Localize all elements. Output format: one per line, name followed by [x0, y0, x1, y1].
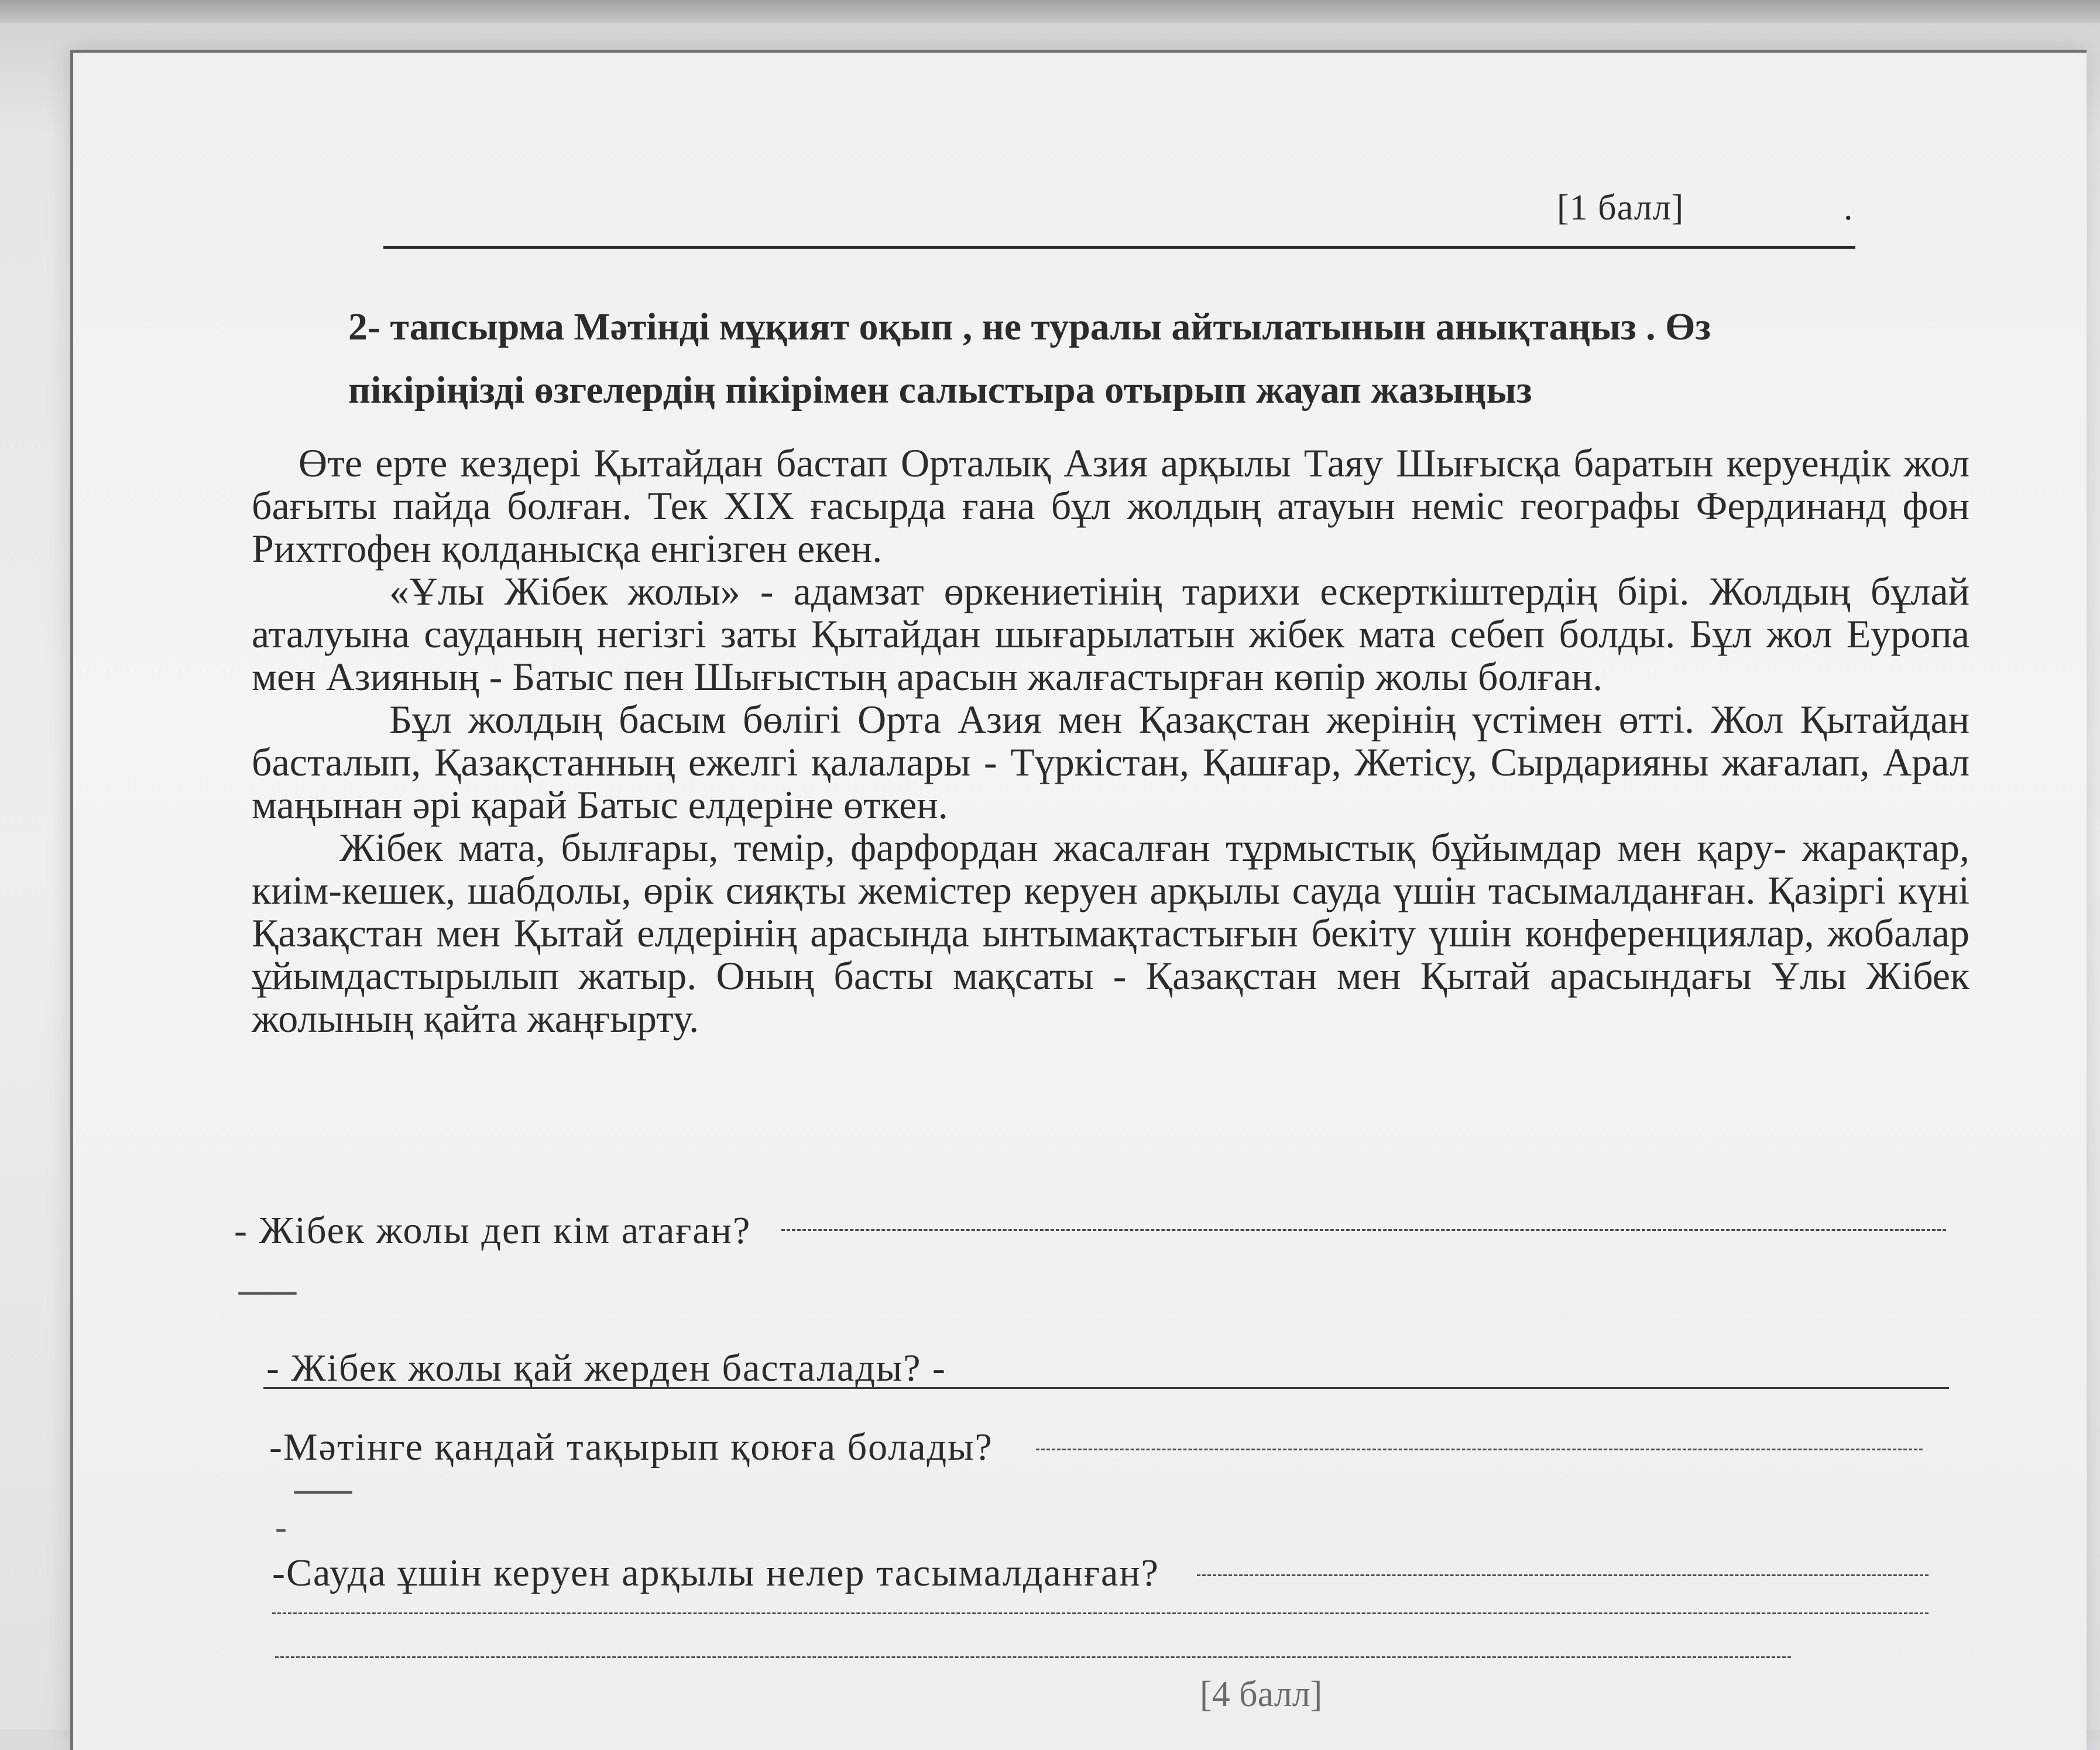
reading-passage: [252, 442, 1969, 1040]
answer-line-3[interactable]: [1036, 1449, 1923, 1450]
question-1: - Жібек жолы деп кім атаған?: [234, 1209, 752, 1252]
question-4: -Сауда ұшін керуен арқылы нелер тасымалданған?: [272, 1552, 1159, 1594]
score-label-top: [1 балл]: [1557, 188, 1684, 228]
answer-line-4a[interactable]: [1197, 1574, 1929, 1576]
answer-line-2[interactable]: [263, 1387, 1949, 1389]
monitor-top-edge: [0, 0, 2100, 23]
stray-dashes-2: -------: [293, 1470, 350, 1508]
answer-line-top: [383, 246, 1855, 249]
task-heading: 2- тапсырма Мәтінді мұқият оқып , не туралы айтылатынын анықтаңыз . Өз пікіріңізді өзгелердің пікірімен салыстыра отырып жауап жазыңыз: [348, 306, 1711, 411]
paragraph-3: Бұл жолдың басым бөлігі Орта Азия мен Қазақстан жерінің үстімен өтті. Жол Қытайдан басталып, Қазақстанның ежелгі қалалары - Түркістан, Қашғар, Жетісу, Сырдарияны жағалап, Арал маңынан әрі қарай Батыс елдеріне өткен.: [252, 697, 1969, 827]
stray-dashes-1: -------: [237, 1271, 294, 1309]
stray-dash: -: [275, 1508, 287, 1546]
paragraph-2: «Ұлы Жібек жолы» - адамзат өркениетінің тарихи ескерткіштердің бірі. Жолдың бұлай аталуына сауданың негізгі заты Қытайдан шығарылатын жібек мата себеп болды. Бұл жол Еуропа мен Азияның - Батыс пен Шығыстың арасын жалғастырған көпір жолы болған.: [252, 569, 1969, 699]
paragraph-1: Өте ерте кездері Қытайдан бастап Орталық Азия арқылы Таяу Шығысқа баратын керуендік жол бағыты пайда болған. Тек XIX ғасырда ғана бұл жолдың атауын неміс географы Фердинанд фон Рихтгофен қолданысқа енгізген екен.: [252, 441, 1969, 571]
question-3: -Мәтінге қандай тақырып қоюға болады?: [269, 1426, 993, 1468]
question-2: - Жібек жолы қай жерден басталады? -: [266, 1347, 947, 1389]
answer-line-4c[interactable]: [275, 1656, 1791, 1658]
answer-line-1[interactable]: [781, 1229, 1946, 1231]
answer-line-4b[interactable]: [272, 1612, 1929, 1614]
score-dot: .: [1844, 188, 1853, 228]
score-label-bottom: [4 балл]: [1200, 1674, 1323, 1714]
paragraph-4: Жібек мата, былғары, темір, фарфордан жасалған тұрмыстық бұйымдар мен қару- жарақтар, киім-кешек, шабдолы, өрік сияқты жемістер керуен арқылы сауда үшін тасымалданған. Қазіргі күні Қазақстан мен Қытай елдерінің арасында ынтымақтастығын бекіту үшін конференциялар, жобалар ұйымдастырылып жатыр. Оның басты мақсаты - Қазақстан мен Қытай арасындағы Ұлы Жібек жолының қайта жаңғырту.: [252, 825, 1969, 1041]
